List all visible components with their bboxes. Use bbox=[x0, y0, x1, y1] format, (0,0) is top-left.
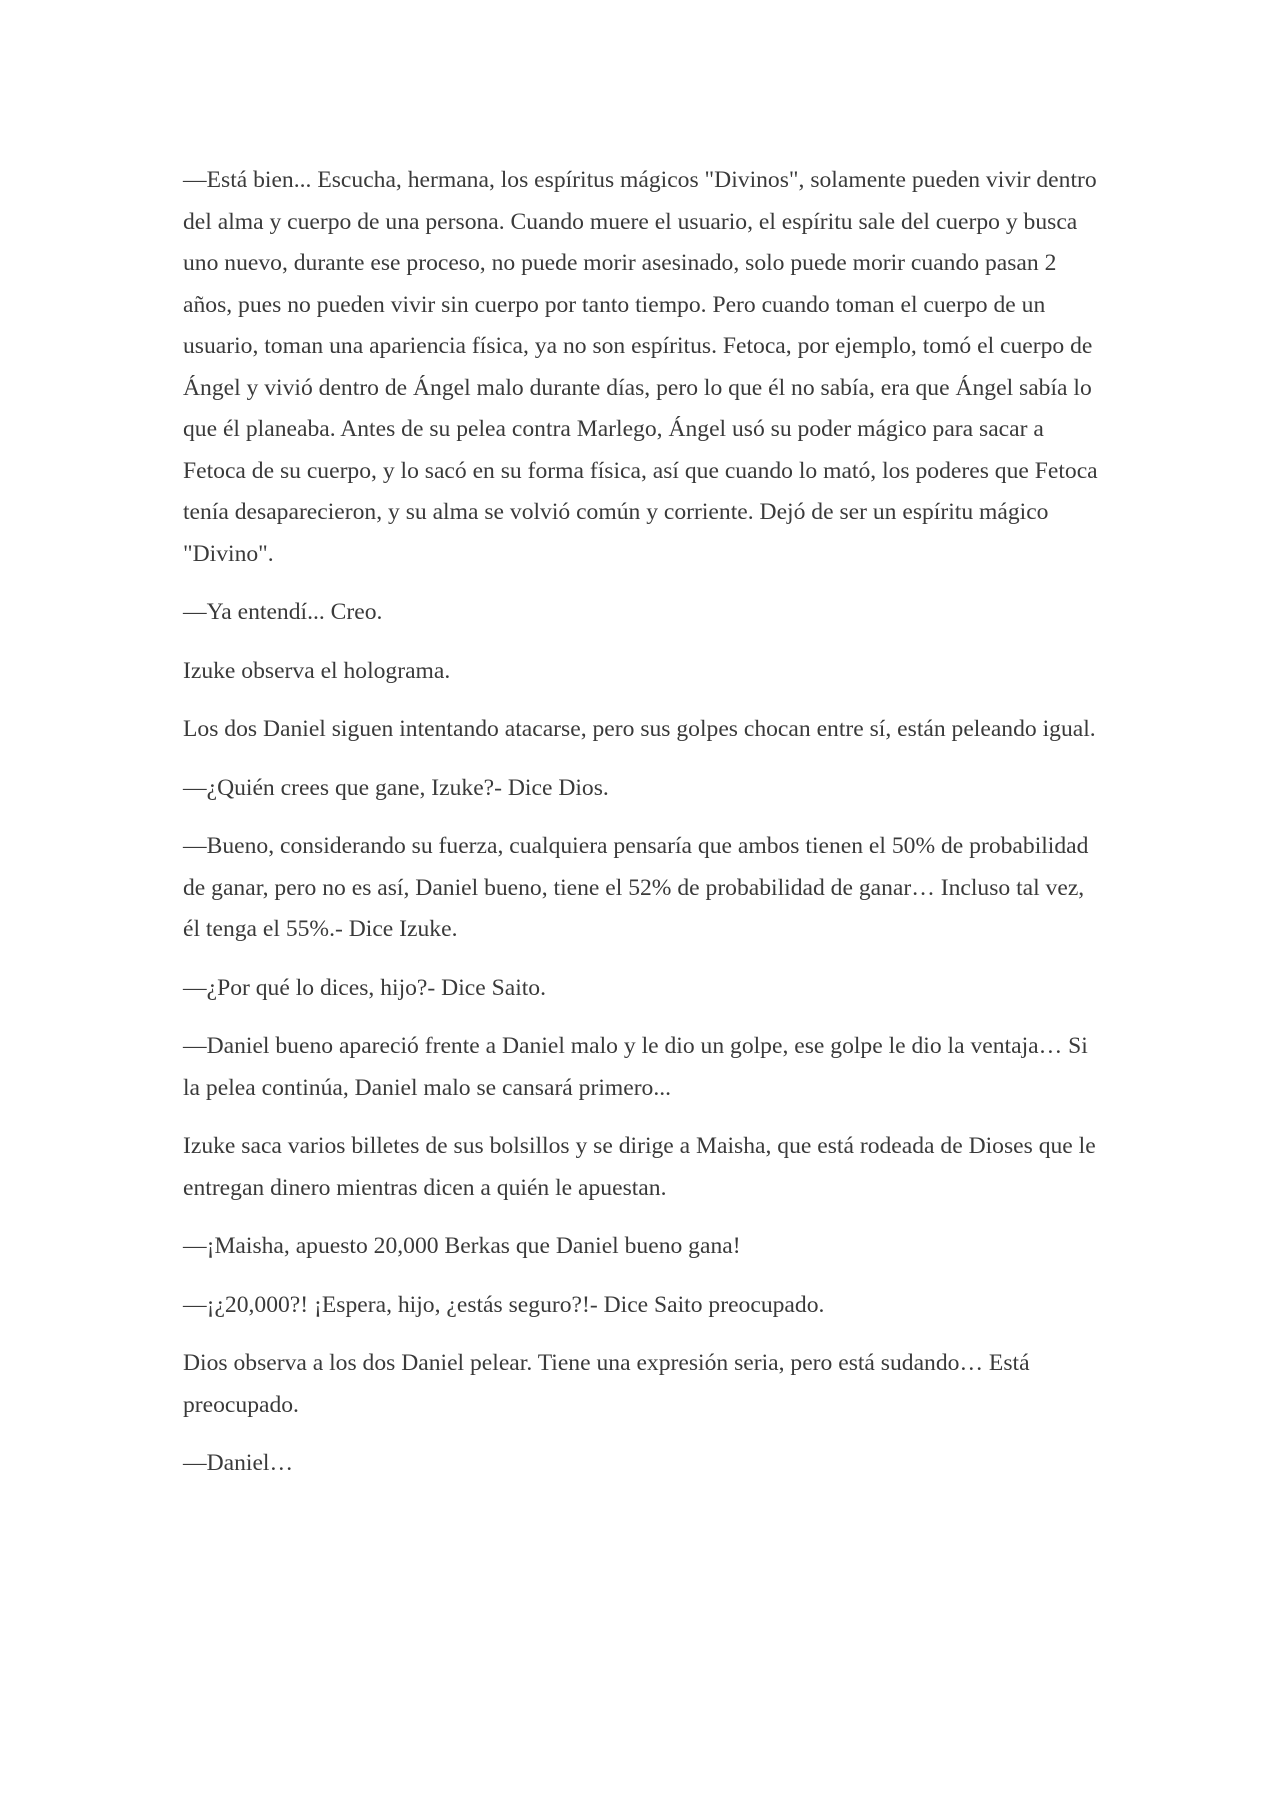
document-body bbox=[183, 160, 1103, 1502]
paragraph: —¿Quién crees que gane, Izuke?- Dice Dios. bbox=[183, 774, 609, 801]
paragraph: —¡Maisha, apuesto 20,000 Berkas que Daniel bueno gana! bbox=[183, 1233, 741, 1259]
paragraph: —¿Por qué lo dices, hijo?- Dice Saito. bbox=[183, 974, 546, 1001]
paragraph: —¡¿20,000?! ¡Espera, hijo, ¿estás seguro?!- Dice Saito preocupado. bbox=[183, 1291, 825, 1318]
paragraph: Dios observa a los dos Daniel pelear. Tiene una expresión seria, pero está sudando… Está preocupado. bbox=[183, 1350, 1030, 1418]
paragraph: —Ya entendí... Creo. bbox=[183, 599, 383, 625]
paragraph: Los dos Daniel siguen intentando atacarse, pero sus golpes chocan entre sí, están peleando igual. bbox=[183, 716, 1096, 742]
paragraph: —Bueno, considerando su fuerza, cualquiera pensaría que ambos tienen el 50% de probabilidad de ganar, pero no es así, Daniel bueno, tiene el 52% de probabilidad de ganar… Incluso tal vez, él tenga el 55%.- Dice Izuke. bbox=[183, 833, 1089, 942]
paragraph: Izuke observa el holograma. bbox=[183, 657, 451, 684]
paragraph: —Está bien... Escucha, hermana, los espíritus mágicos "Divinos", solamente pueden vivir dentro del alma y cuerpo de una persona. Cuando muere el usuario, el espíritu sale del cuerpo y busca uno nuevo, durante ese proceso, no puede morir asesinado, solo puede morir cuando pasan 2 años, pues no pueden vivir sin cuerpo por tanto tiempo. Pero cuando toman el cuerpo de un usuario, toman una apariencia física, ya no son espíritus. Fetoca, por ejemplo, tomó el cuerpo de Ángel y vivió dentro de Ángel malo durante días, pero lo que él no sabía, era que Ángel sabía lo que él planeaba. Antes de su pelea contra Marlego, Ángel usó su poder mágico para sacar a Fetoca de su cuerpo, y lo sacó en su forma física, así que cuando lo mató, los poderes que Fetoca tenía desaparecieron, y su alma se volvió común y corriente. Dejó de ser un espíritu mágico "Divino". bbox=[183, 167, 1098, 567]
paragraph: Izuke saca varios billetes de sus bolsillos y se dirige a Maisha, que está rodeada de Dioses que le entregan dinero mientras dicen a quién le apuestan. bbox=[183, 1133, 1096, 1201]
paragraph: —Daniel… bbox=[183, 1450, 294, 1476]
paragraph: —Daniel bueno apareció frente a Daniel malo y le dio un golpe, ese golpe le dio la ventaja… Si la pelea continúa, Daniel malo se cansará primero... bbox=[183, 1033, 1088, 1101]
